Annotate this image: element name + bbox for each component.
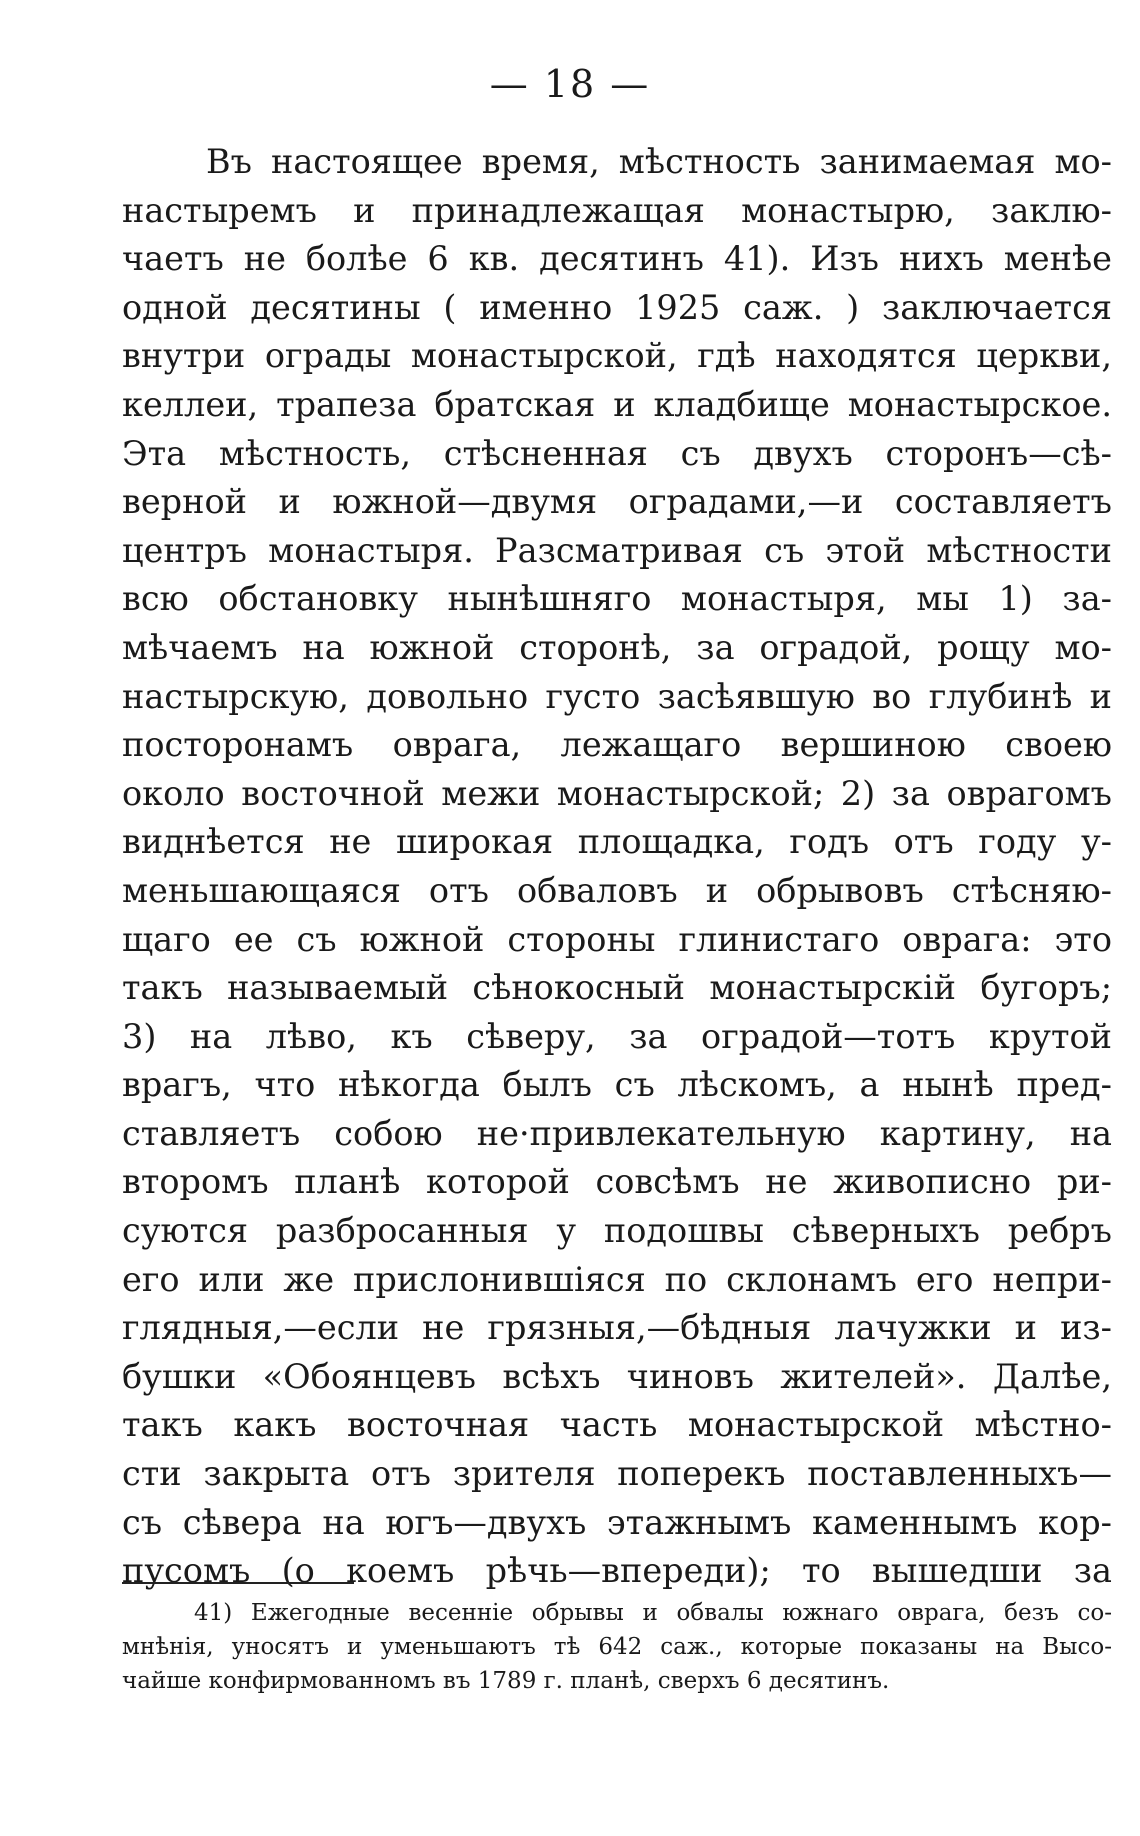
footnote-line: 41) Ежегодные весенніе обрывы и обвалы южнаго оврага, безъ со- — [194, 1600, 1112, 1626]
text-line: ставляетъ собою не·привлекательную картину, на — [122, 1113, 1112, 1153]
text-line: келлеи, трапеза братская и кладбище монастырское. — [122, 384, 1112, 424]
text-line: 3) на лѣво, къ сѣверу, за оградой—тотъ крутой — [122, 1016, 1112, 1056]
text-line: около восточной межи монастырской; 2) за оврагомъ — [122, 773, 1112, 813]
text-line: центръ монастыря. Разсматривая съ этой мѣстности — [122, 530, 1112, 570]
text-line: мѣчаемъ на южной сторонѣ, за оградой, рощу мо- — [122, 627, 1112, 667]
text-line: пусомъ (о коемъ рѣчь—впереди); то вышедши за — [122, 1551, 1112, 1591]
footnote-line: чайше конфирмованномъ въ 1789 г. планѣ, сверхъ 6 десятинъ. — [122, 1668, 890, 1694]
text-line: настыремъ и принадлежащая монастырю, заклю- — [122, 190, 1112, 230]
text-line: второмъ планѣ которой совсѣмъ не живописно ри- — [122, 1162, 1112, 1202]
text-line: суются разбросанныя у подошвы сѣверныхъ ребръ — [122, 1211, 1112, 1251]
text-line: всю обстановку нынѣшняго монастыря, мы 1) за- — [122, 579, 1112, 619]
text-line: одной десятины ( именно 1925 саж. ) заключается — [122, 287, 1112, 327]
text-line: его или же прислонившіяся по склонамъ его непри- — [122, 1259, 1112, 1299]
text-line: сти закрыта отъ зрителя поперекъ поставленныхъ— — [122, 1454, 1112, 1494]
footnote-line: мнѣнія, уносятъ и уменьшаютъ тѣ 642 саж., которые показаны на Высо- — [122, 1634, 1112, 1660]
page-number: — 18 — — [489, 62, 651, 106]
footnote — [122, 1596, 1112, 1698]
text-line: Эта мѣстность, стѣсненная съ двухъ сторонъ—сѣ- — [122, 433, 1112, 473]
footnote-divider — [122, 1582, 354, 1584]
text-line: верной и южной—двумя оградами,—и составляетъ — [122, 482, 1112, 522]
text-line: настырскую, довольно густо засѣявшую во глубинѣ и — [122, 676, 1112, 716]
text-line: такъ называемый сѣнокосный монастырскій бугоръ; — [122, 968, 1112, 1008]
text-line: меньшающаяся отъ обваловъ и обрывовъ стѣсняю- — [122, 870, 1112, 910]
text-line: щаго ее съ южной стороны глинистаго оврага: это — [122, 919, 1112, 959]
text-line: чаетъ не болѣе 6 кв. десятинъ 41). Изъ нихъ менѣе — [122, 239, 1112, 279]
text-line: врагъ, что нѣкогда былъ съ лѣскомъ, а нынѣ пред- — [122, 1065, 1112, 1105]
body-text — [122, 138, 1112, 1596]
text-line: такъ какъ восточная часть монастырской мѣстно- — [122, 1405, 1112, 1445]
text-line: бушки «Обоянцевъ всѣхъ чиновъ жителей». Далѣе, — [122, 1356, 1112, 1396]
text-line: посторонамъ оврага, лежащаго вершиною своею — [122, 725, 1112, 765]
text-line: Въ настоящее время, мѣстность занимаемая мо- — [206, 142, 1112, 181]
text-line: внутри ограды монастырской, гдѣ находятся церкви, — [122, 336, 1112, 376]
text-line: съ сѣвера на югъ—двухъ этажнымъ каменнымъ кор- — [122, 1502, 1112, 1542]
text-line: виднѣется не широкая площадка, годъ отъ году у- — [122, 822, 1112, 862]
text-line: глядныя,—если не грязныя,—бѣдныя лачужки и из- — [122, 1308, 1112, 1348]
